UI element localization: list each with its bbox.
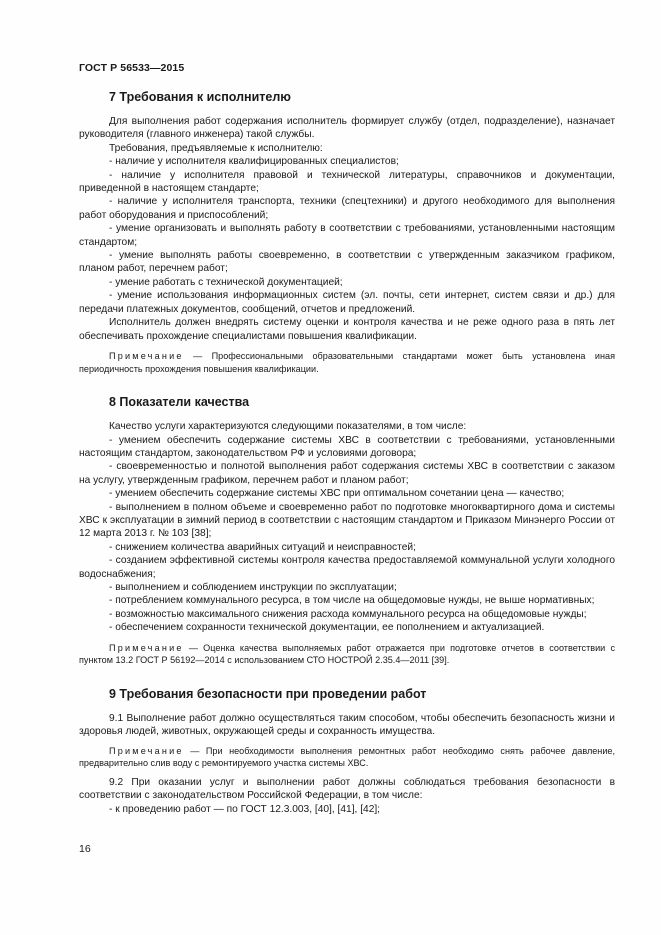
list-item: - наличие у исполнителя квалифицированных специалистов; (109, 156, 399, 168)
note-text: — Профессиональными образовательными стандартами может быть установлена иная периодичность прохождения повышения квалификации. (79, 350, 615, 374)
list-item: - выполнением в полном объеме и своевременно работ по подготовке многоквартирного дома и системы ХВС к эксплуатации в зимний период в соответствии с настоящим стандартом и Приказом Минэнерго России от 12 марта 2013 г. № 103 [38]; (79, 501, 615, 540)
list-item: - снижением количества аварийных ситуаций и неисправностей; (109, 541, 416, 553)
section-title: 9 Требования безопасности при проведении работ (109, 686, 427, 701)
page-content (79, 88, 615, 816)
section-7 (79, 88, 615, 375)
list-item: - умением обеспечить содержание системы ХВС в соответствии с требованиями, установленными настоящим стандартом, законодательством РФ и условиями договора; (79, 434, 615, 459)
paragraph: Требования, предъявляемые к исполнителю: (109, 142, 323, 154)
list-item: - выполнением и соблюдением инструкции по эксплуатации; (109, 581, 397, 593)
section-title: 7 Требования к исполнителю (109, 90, 291, 104)
document-header: ГОСТ Р 56533—2015 (79, 62, 185, 74)
section-8 (79, 393, 615, 667)
note-label: Примечание (109, 745, 184, 756)
paragraph: 9.2 При оказании услуг и выполнении работ должны соблюдаться требования безопасности в соответствии с законодательством Российской Федерации, в том числе: (79, 776, 615, 802)
paragraph: 9.1 Выполнение работ должно осуществляться таким способом, чтобы обеспечить безопасность жизни и здоровья людей, животных, окружающей среды и сохранность имущества. (79, 712, 615, 738)
list-item: - умение работать с технической документацией; (109, 276, 343, 288)
list-item: - наличие у исполнителя транспорта, техники (спецтехники) и другого необходимого для выполнения работ оборудования и приспособлений; (79, 196, 615, 221)
list-item: - возможностью максимального снижения расхода коммунального ресурса на общедомовые нужды; (109, 608, 587, 620)
note (79, 642, 615, 667)
list-item: - потреблением коммунального ресурса, в том числе на общедомовые нужды, не выше нормативных; (109, 595, 595, 607)
paragraph: Для выполнения работ содержания исполнитель формирует службу (отдел, подразделение), назначает руководителя (главного инженера) такой службы. (79, 116, 615, 141)
note-label: Примечание (109, 642, 184, 653)
note-text: — Оценка качества выполняемых работ отражается при подготовке отчетов в соответствии с пунктом 13.2 ГОСТ Р 56192—2014 с использованием СТО НОСТРОЙ 2.35.4—2011 [39]. (79, 642, 615, 666)
list-item: - умение использования информационных систем (эл. почты, сети интернет, систем связи и др.) для передачи платежных документов, сообщений, отчетов и предложений. (79, 290, 615, 315)
note (79, 745, 615, 770)
paragraph: Исполнитель должен внедрять систему оценки и контроля качества и не реже одного раза в пять лет обеспечивать прохождение специалистами повышения квалификации. (79, 317, 615, 342)
note-label: Примечание (109, 350, 184, 361)
paragraph: Качество услуги характеризуются следующими показателями, в том числе: (109, 421, 467, 433)
list-item: - умение организовать и выполнять работу в соответствии с требованиями, установленными настоящим стандартом; (79, 223, 615, 248)
section-title: 8 Показатели качества (109, 395, 250, 410)
list-item: - к проведению работ — по ГОСТ 12.3.003, [40], [41], [42]; (109, 803, 381, 815)
page-number: 16 (79, 843, 91, 855)
note (79, 350, 615, 375)
list-item: - созданием эффективной системы контроля качества предоставляемой коммунальной услуги холодного водоснабжения; (79, 555, 615, 580)
list-item: - своевременностью и полнотой выполнения работ содержания системы ХВС в соответствии с заказом на услугу, утвержденным графиком, перечнем работ и планом работ; (79, 461, 615, 486)
list-item: - обеспечением сохранности технической документации, ее пополнением и актуализацией. (109, 622, 545, 634)
list-item: - умение выполнять работы своевременно, в соответствии с утвержденным заказчиком графиком, планом работ, перечнем работ; (79, 250, 615, 275)
note-text: — При необходимости выполнения ремонтных работ необходимо снять рабочее давление, предварительно слив воду с ремонтируемого участка системы ХВС. (79, 745, 615, 769)
section-9 (79, 685, 615, 816)
list-item: - наличие у исполнителя правовой и технической литературы, справочников и документации, приведенной в настоящем стандарте; (79, 169, 615, 195)
list-item: - умением обеспечить содержание системы ХВС при оптимальном сочетании цена — качество; (109, 488, 565, 500)
